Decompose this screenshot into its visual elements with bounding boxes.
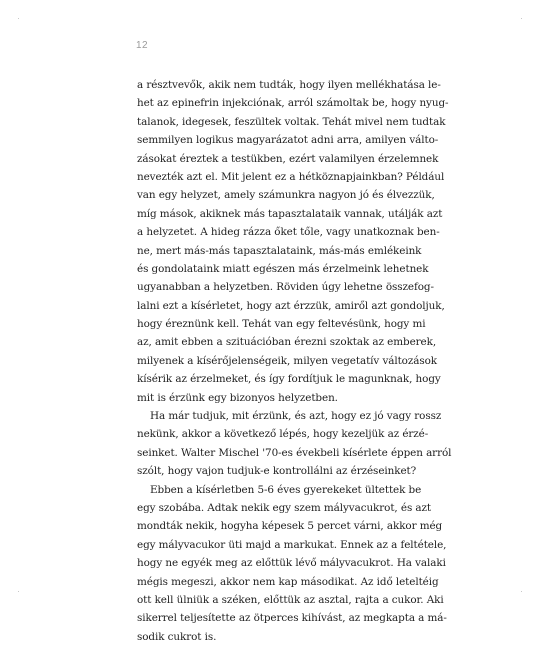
paragraph [137, 407, 452, 481]
paragraph [137, 481, 447, 646]
text-line: Ha már tudjuk, mit érzünk, és azt, hogy ez jó vagy rossz [150, 410, 442, 423]
crop-mark-top-right [521, 18, 522, 19]
text-line: az, amit ebben a szituációban érezni szoktak az emberek, [137, 336, 437, 349]
text-line: nevezték azt el. Mit jelent ez a hétköznapjainkban? Például [137, 170, 445, 183]
text-line: mégis megeszi, akkor nem kap másodikat. Az idő leteltéig [137, 575, 439, 588]
text-line: a résztvevők, akik nem tudták, hogy ilyen mellékhatása le- [137, 79, 441, 91]
body-text [137, 76, 452, 646]
text-line: ugyanabban a helyzetben. Röviden úgy lehetne összefog- [137, 281, 434, 294]
text-line: egy mályvacukor üti majd a markukat. Ennek az a feltétele, [137, 538, 447, 551]
text-line: het az epinefrin injekciónak, arról számoltak be, hogy nyug- [137, 97, 449, 110]
text-line: hogy ne egyék meg az előttük lévő mályvacukrot. Ha valaki [137, 557, 446, 570]
text-line: Ebben a kísérletben 5-6 éves gyerekeket ültettek be [150, 483, 422, 496]
crop-mark-top-left [18, 18, 19, 19]
text-line: lalni ezt a kísérletet, hogy azt érzzük, amiről azt gondoljuk, [137, 299, 445, 312]
crop-mark-bottom-right [521, 591, 522, 592]
text-line: és gondolataink miatt egészen más érzelmeink lehetnek [137, 262, 429, 275]
crop-mark-bottom-left [18, 591, 19, 592]
text-line: talanok, idegesek, feszültek voltak. Tehát mivel nem tudtak [137, 115, 446, 128]
text-line: milyenek a kísérőjelenségeik, milyen vegetatív változások [137, 354, 438, 367]
text-line: szólt, hogy vajon tudjuk-e kontrollálni az érzéseinket? [137, 465, 417, 478]
text-line: hogy éreznünk kell. Tehát van egy feltevésünk, hogy mi [137, 318, 426, 331]
text-line: sikerrel teljesítette az ötperces kihívást, az megkapta a má- [137, 612, 447, 625]
text-line: semmilyen logikus magyarázatot adni arra, amilyen válto- [137, 134, 439, 147]
text-line: egy szobába. Adtak nekik egy szem mályvacukrot, és azt [137, 501, 432, 514]
text-line: kísérik az érzelmeket, és így fordítjuk le magunknak, hogy [137, 373, 441, 386]
text-line: míg mások, akiknek más tapasztalataik vannak, utálják azt [137, 207, 443, 220]
paragraph [137, 76, 449, 407]
text-line: zásokat éreztek a testükben, ezért valamilyen érzelemnek [137, 152, 439, 165]
page-number: 12 [136, 40, 149, 51]
text-line: mit is érzünk egy bizonyos helyzetben. [137, 391, 338, 404]
text-line: ott kell ülniük a széken, előttük az asztal, rajta a cukor. Aki [137, 593, 444, 606]
text-line: seinket. Walter Mischel '70-es évekbeli kísérlete éppen arról [137, 446, 452, 459]
text-line: sodik cukrot is. [137, 630, 217, 643]
text-line: nekünk, akkor a következő lépés, hogy kezeljük az érzé- [137, 428, 429, 441]
text-line: van egy helyzet, amely számunkra nagyon jó és élvezzük, [137, 189, 435, 202]
text-line: a helyzetet. A hideg rázza őket tőle, vagy unatkoznak ben- [137, 226, 440, 239]
text-line: mondták nekik, hogyha képesek 5 percet várni, akkor még [137, 520, 443, 533]
text-line: ne, mert más-más tapasztalataink, más-más emlékeink [137, 244, 422, 257]
